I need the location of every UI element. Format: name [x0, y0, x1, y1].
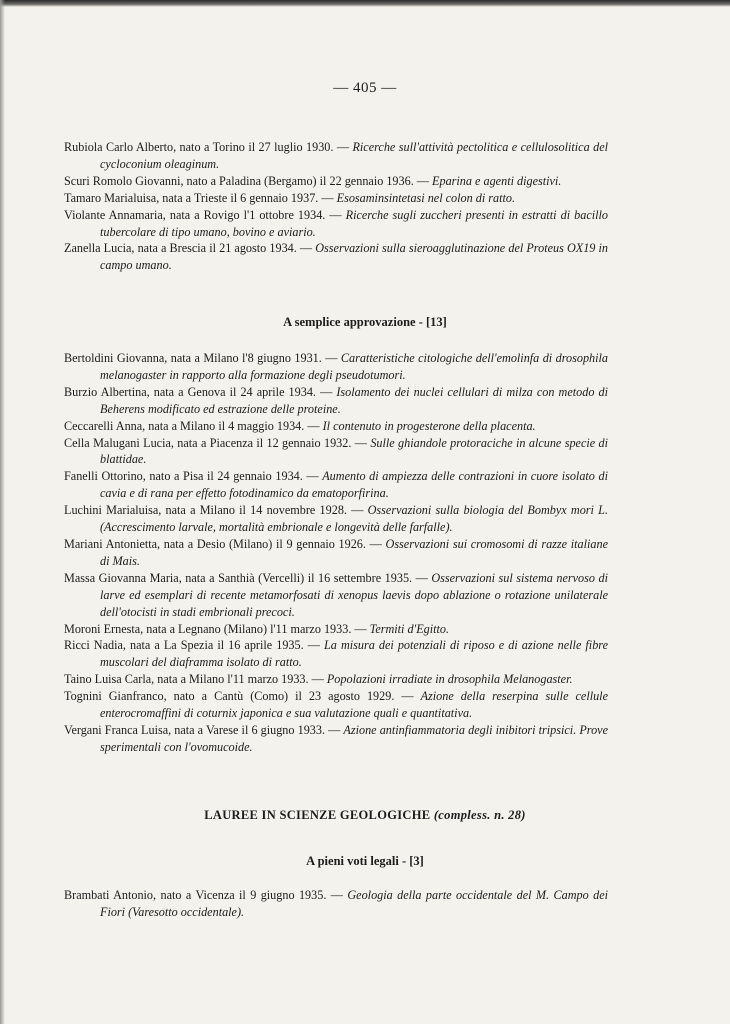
entry-title: Sulle ghiandole protoraciche in alcune specie di blattidae. — [100, 435, 608, 467]
entry-name: Burzio Albertina, nata a Genova il 24 aprile 1934. — — [64, 384, 337, 399]
main-heading-geologiche — [0, 808, 730, 823]
entry-name: Cella Malugani Lucia, nata a Piacenza il 12 gennaio 1932. — — [64, 435, 371, 450]
entries-group-1 — [64, 139, 608, 274]
list-item — [64, 722, 608, 756]
entry-title: Ricerche sull'attività pectolitica e cellulosolitica del cycloconium oleaginum. — [100, 140, 608, 171]
entry-title: Osservazioni sulla sieroagglutinazione del Proteus OX19 in campo umano. — [100, 241, 608, 273]
entry-title: Popolazioni irradiate in drosophila Melanogaster. — [326, 672, 573, 687]
scan-left-edge — [0, 0, 5, 1024]
entry-title: Azione della reserpina sulle cellule enterocromaffini di coturnix japonica e sua valutazione quali e quantitativa. — [100, 689, 608, 721]
entry-name: Bertoldini Giovanna, nata a Milano l'8 giugno 1931. — — [64, 351, 341, 365]
entry-title: Isolamento dei nuclei cellulari di milza con metodo di Beherens modificato ed estrazione delle proteine. — [100, 384, 608, 416]
section-heading-semplice: A semplice approvazione - [13] — [283, 315, 447, 329]
entry-name: Mariani Antonietta, nata a Desio (Milano) il 9 gennaio 1926. — — [64, 536, 386, 551]
list-item — [64, 240, 608, 274]
entry-name: Massa Giovanna Maria, nata a Santhià (Vercelli) il 16 settembre 1935. — — [64, 570, 432, 585]
list-item — [64, 139, 608, 173]
entry-name: Brambati Antonio, nato a Vicenza il 9 giugno 1935. — — [64, 888, 348, 902]
entries-group-3 — [64, 887, 608, 921]
list-item — [64, 688, 608, 722]
entry-title: Osservazioni sui cromosomi di razze italiane di Mais. — [100, 536, 608, 568]
list-item — [64, 384, 608, 418]
entry-name: Ricci Nadia, nata a La Spezia il 16 aprile 1935. — — [64, 638, 324, 653]
list-item — [64, 435, 608, 469]
entry-name: Vergani Franca Luisa, nata a Varese il 6 giugno 1933. — — [64, 722, 344, 737]
list-item — [64, 621, 608, 638]
entry-title: Caratteristiche citologiche dell'emolinfa di drosophila melanogaster in rapporto alla formazione degli pseudotumori. — [100, 351, 609, 382]
page-number: — 405 — — [333, 80, 397, 96]
entry-title: Esosaminsintetasi nel colon di ratto. — [336, 190, 516, 205]
list-item — [64, 207, 608, 241]
list-item — [64, 350, 608, 384]
entry-name: Violante Annamaria, nata a Rovigo l'1 ottobre 1934. — — [64, 207, 346, 222]
entry-title: La misura dei potenziali di riposo e di azione nelle fibre muscolari del diaframma isolato di ratto. — [100, 638, 608, 670]
entry-title: Aumento di ampiezza delle contrazioni in cuore isolato di cavia e di rana per effetto fotodinamico da ematoporfirina. — [100, 469, 608, 501]
entry-title: Termiti d'Egitto. — [369, 621, 450, 636]
entries-group-2 — [64, 350, 608, 756]
list-item — [64, 536, 608, 570]
entry-name: Fanelli Ottorino, nato a Pisa il 24 gennaio 1934. — — [64, 469, 323, 484]
entry-name: Zanella Lucia, nata a Brescia il 21 agosto 1934. — — [64, 241, 316, 256]
list-item — [64, 173, 608, 190]
entry-title: Azione antinfiammatoria degli inibitori tripsici. Prove sperimentali con l'ovomucoide. — [100, 722, 608, 754]
section-heading-pieni: A pieni voti legali - [3] — [306, 854, 424, 868]
entry-name: Moroni Ernesta, nata a Legnano (Milano) l'11 marzo 1933. — — [64, 621, 370, 636]
entry-name: Tamaro Marialuisa, nata a Trieste il 6 gennaio 1937. — — [64, 190, 337, 205]
list-item — [64, 502, 608, 536]
entry-name: Luchini Marialuisa, nata a Milano il 14 novembre 1928. — — [64, 503, 368, 518]
list-item — [64, 887, 608, 921]
scan-top-border — [0, 0, 730, 7]
entry-title: Eparina e agenti digestivi. — [432, 173, 562, 188]
entry-name: Rubiola Carlo Alberto, nato a Torino il 27 luglio 1930. — — [64, 140, 353, 154]
entry-title: Geologia della parte occidentale del M. Campo dei Fiori (Varesotto occidentale). — [100, 888, 608, 919]
entry-name: Ceccarelli Anna, nata a Milano il 4 maggio 1934. — — [64, 418, 323, 433]
entry-title: Il contenuto in progesterone della placenta. — [322, 418, 536, 433]
list-item — [64, 671, 608, 688]
entry-name: Taino Luisa Carla, nata a Milano l'11 marzo 1933. — — [64, 672, 327, 687]
main-heading-count: (compless. n. 28) — [433, 808, 526, 822]
list-item — [64, 570, 608, 621]
list-item — [64, 418, 608, 435]
entry-title: Osservazioni sulla biologia del Bombyx mori L. (Accrescimento larvale, mortalità embrionale e longevità delle farfalle). — [100, 503, 608, 535]
list-item — [64, 190, 608, 207]
entry-title: Ricerche sugli zuccheri presenti in estratti di bacillo tubercolare di tipo umano, bovino e aviario. — [100, 207, 609, 239]
list-item — [64, 637, 608, 671]
main-heading-text: LAUREE IN SCIENZE GEOLOGICHE — [204, 808, 431, 822]
entry-name: Scuri Romolo Giovanni, nato a Paladina (Bergamo) il 22 gennaio 1936. — — [64, 173, 433, 188]
list-item — [64, 468, 608, 502]
entry-name: Tognini Gianfranco, nato a Cantù (Como) il 23 agosto 1929. — — [64, 689, 421, 704]
entry-title: Osservazioni sul sistema nervoso di larve ed esemplari di recente metamorfosati di xenopus laevis dopo ablazione o rotazione unilaterale dell'otocisti in stadi embrionali precoci. — [100, 570, 609, 619]
